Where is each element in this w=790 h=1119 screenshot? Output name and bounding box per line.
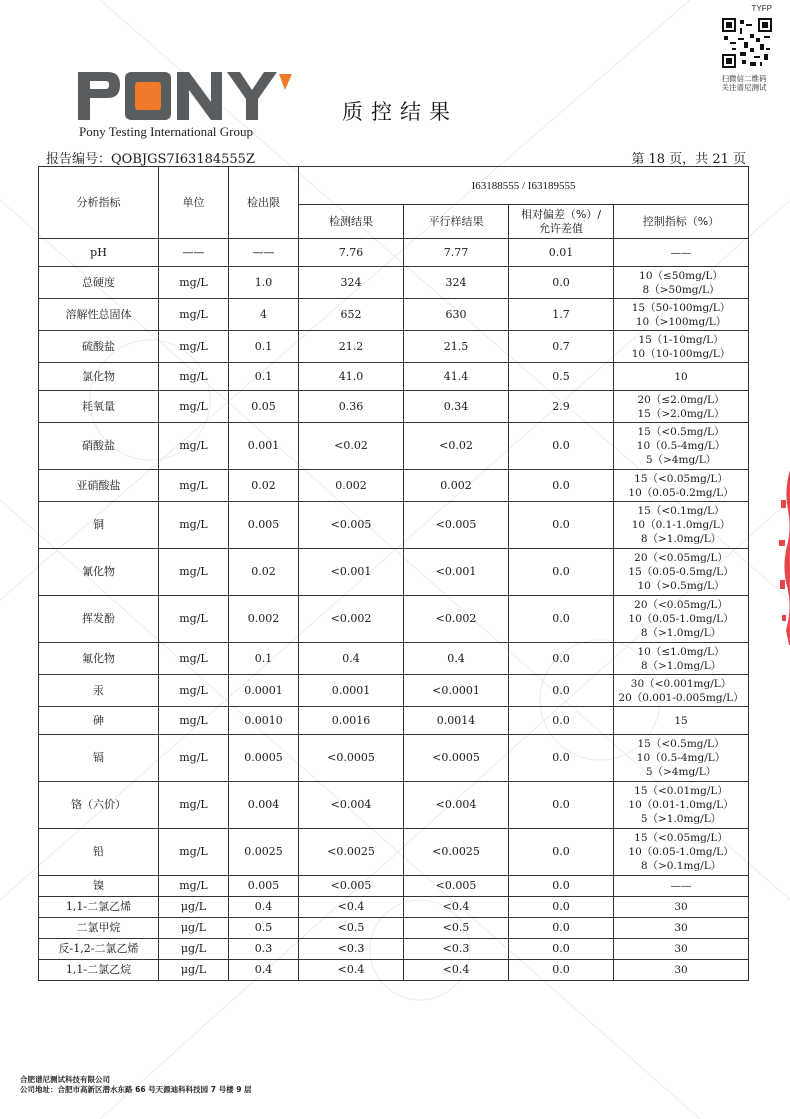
cell-control: 30 <box>614 960 749 981</box>
footer-company: 合肥谱尼测试科技有限公司 <box>20 1075 110 1084</box>
cell-deviation: 0.0 <box>509 782 614 829</box>
cell-result: <0.002 <box>299 596 404 643</box>
cell-result: <0.3 <box>299 939 404 960</box>
cell-deviation: 0.0 <box>509 423 614 470</box>
cell-result: 41.0 <box>299 363 404 391</box>
report-number: 报告编号：QOBJGS7I63184555Z <box>46 152 255 167</box>
header-result: 检测结果 <box>299 205 404 239</box>
cell-limit: 0.001 <box>229 423 299 470</box>
cell-unit: mg/L <box>159 502 229 549</box>
cell-deviation: 0.5 <box>509 363 614 391</box>
table-row <box>39 675 749 707</box>
table-header <box>39 167 749 239</box>
cell-unit: μg/L <box>159 897 229 918</box>
table-row <box>39 331 749 363</box>
cell-indicator: 1,1-二氯乙烯 <box>39 897 159 918</box>
cell-control: 15（<0.5mg/L） 10（0.5-4mg/L） 5（>4mg/L） <box>614 423 749 470</box>
cell-result: 0.0016 <box>299 707 404 735</box>
cell-indicator: 氟化物 <box>39 643 159 675</box>
cell-result: <0.005 <box>299 502 404 549</box>
table-row <box>39 239 749 267</box>
cell-control: 15（1-10mg/L） 10（10-100mg/L） <box>614 331 749 363</box>
table-row <box>39 267 749 299</box>
cell-parallel: 0.0014 <box>404 707 509 735</box>
table-row <box>39 960 749 981</box>
cell-control: 15（<0.1mg/L） 10（0.1-1.0mg/L） 8（>1.0mg/L） <box>614 502 749 549</box>
cell-limit: 0.05 <box>229 391 299 423</box>
table-row <box>39 939 749 960</box>
cell-unit: mg/L <box>159 643 229 675</box>
red-seal-stamp <box>776 470 790 645</box>
cell-limit: 0.5 <box>229 918 299 939</box>
cell-control: 30 <box>614 918 749 939</box>
cell-parallel: <0.0005 <box>404 735 509 782</box>
footer <box>20 1075 252 1095</box>
footer-address: 公司地址：合肥市高新区潜水东路 66 号天源迪科科技园 7 号楼 9 层 <box>20 1085 252 1094</box>
cell-unit: mg/L <box>159 299 229 331</box>
cell-parallel: <0.0001 <box>404 675 509 707</box>
cell-control: —— <box>614 876 749 897</box>
cell-limit: 0.005 <box>229 502 299 549</box>
cell-indicator: 挥发酚 <box>39 596 159 643</box>
cell-control: 10 <box>614 363 749 391</box>
cell-deviation: 0.0 <box>509 643 614 675</box>
cell-parallel: <0.5 <box>404 918 509 939</box>
cell-indicator: 镍 <box>39 876 159 897</box>
cell-indicator: 铬（六价） <box>39 782 159 829</box>
cell-limit: 0.1 <box>229 331 299 363</box>
cell-limit: 0.0010 <box>229 707 299 735</box>
cell-unit: mg/L <box>159 391 229 423</box>
qr-caption-line-2: 关注谱尼测试 <box>721 83 767 92</box>
cell-unit: mg/L <box>159 782 229 829</box>
table-row <box>39 470 749 502</box>
cell-deviation: 0.0 <box>509 707 614 735</box>
cell-indicator: 氰化物 <box>39 549 159 596</box>
company-name: Pony Testing International Group <box>79 124 253 139</box>
cell-unit: mg/L <box>159 470 229 502</box>
cell-unit: μg/L <box>159 939 229 960</box>
cell-indicator: 耗氧量 <box>39 391 159 423</box>
cell-deviation: 0.0 <box>509 267 614 299</box>
header-unit: 单位 <box>159 167 229 239</box>
qr-code-icon <box>722 18 772 68</box>
cell-control: 30 <box>614 897 749 918</box>
cell-indicator: 汞 <box>39 675 159 707</box>
cell-limit: 0.005 <box>229 876 299 897</box>
cell-result: 652 <box>299 299 404 331</box>
cell-deviation: 0.0 <box>509 596 614 643</box>
header-deviation: 相对偏差（%）/ 允许差值 <box>509 205 614 239</box>
cell-deviation: 0.01 <box>509 239 614 267</box>
header-sample-group: I63188555 / I63189555 <box>299 167 749 205</box>
table-row <box>39 829 749 876</box>
cell-unit: mg/L <box>159 707 229 735</box>
cell-parallel: <0.002 <box>404 596 509 643</box>
table-row <box>39 423 749 470</box>
cell-unit: μg/L <box>159 918 229 939</box>
table-row <box>39 643 749 675</box>
cell-unit: mg/L <box>159 549 229 596</box>
cell-result: <0.4 <box>299 960 404 981</box>
cell-control: 15 <box>614 707 749 735</box>
cell-unit: mg/L <box>159 596 229 643</box>
table-row <box>39 707 749 735</box>
table-row <box>39 299 749 331</box>
cell-limit: 0.004 <box>229 782 299 829</box>
cell-result: 21.2 <box>299 331 404 363</box>
table-row <box>39 596 749 643</box>
cell-control: 30 <box>614 939 749 960</box>
table-row <box>39 502 749 549</box>
cell-unit: —— <box>159 239 229 267</box>
cell-unit: mg/L <box>159 876 229 897</box>
cell-indicator: 溶解性总固体 <box>39 299 159 331</box>
cell-deviation: 0.0 <box>509 735 614 782</box>
table-row <box>39 876 749 897</box>
cell-unit: mg/L <box>159 267 229 299</box>
cell-limit: 0.002 <box>229 596 299 643</box>
cell-parallel: <0.3 <box>404 939 509 960</box>
cell-deviation: 0.0 <box>509 502 614 549</box>
cell-deviation: 0.7 <box>509 331 614 363</box>
cell-unit: mg/L <box>159 331 229 363</box>
quality-control-table <box>38 166 749 981</box>
cell-parallel: <0.001 <box>404 549 509 596</box>
cell-result: <0.5 <box>299 918 404 939</box>
cell-result: 0.4 <box>299 643 404 675</box>
cell-deviation: 0.0 <box>509 897 614 918</box>
qr-caption <box>714 74 774 92</box>
cell-parallel: 0.34 <box>404 391 509 423</box>
cell-indicator: 铜 <box>39 502 159 549</box>
cell-parallel: <0.4 <box>404 897 509 918</box>
cell-deviation: 0.0 <box>509 876 614 897</box>
cell-parallel: <0.0025 <box>404 829 509 876</box>
cell-indicator: 铅 <box>39 829 159 876</box>
cell-limit: 0.0025 <box>229 829 299 876</box>
qr-caption-line-1: 扫微信二维码 <box>721 74 767 83</box>
cell-control: —— <box>614 239 749 267</box>
cell-unit: mg/L <box>159 829 229 876</box>
cell-parallel: 630 <box>404 299 509 331</box>
cell-indicator: 总硬度 <box>39 267 159 299</box>
cell-deviation: 0.0 <box>509 470 614 502</box>
corner-code: TYFP <box>751 4 772 13</box>
cell-result: 0.36 <box>299 391 404 423</box>
cell-indicator: 氯化物 <box>39 363 159 391</box>
header-indicator: 分析指标 <box>39 167 159 239</box>
cell-control: 10（≤1.0mg/L） 8（>1.0mg/L） <box>614 643 749 675</box>
cell-limit: 0.3 <box>229 939 299 960</box>
cell-control: 15（<0.05mg/L） 10（0.05-1.0mg/L） 8（>0.1mg/L） <box>614 829 749 876</box>
cell-indicator: 亚硝酸盐 <box>39 470 159 502</box>
cell-parallel: 0.002 <box>404 470 509 502</box>
cell-indicator: 硝酸盐 <box>39 423 159 470</box>
cell-indicator: 反-1,2-二氯乙烯 <box>39 939 159 960</box>
cell-control: 15（<0.5mg/L） 10（0.5-4mg/L） 5（>4mg/L） <box>614 735 749 782</box>
cell-control: 15（<0.01mg/L） 10（0.01-1.0mg/L） 5（>1.0mg/L） <box>614 782 749 829</box>
page-indicator: 第 18 页，共 21 页 <box>631 152 746 167</box>
header-detection-limit: 检出限 <box>229 167 299 239</box>
cell-parallel: 0.4 <box>404 643 509 675</box>
cell-limit: 0.1 <box>229 363 299 391</box>
cell-result: <0.02 <box>299 423 404 470</box>
cell-indicator: 二氯甲烷 <box>39 918 159 939</box>
cell-control: 20（<0.05mg/L） 15（0.05-0.5mg/L） 10（>0.5mg/L） <box>614 549 749 596</box>
cell-limit: 0.4 <box>229 897 299 918</box>
cell-parallel: <0.004 <box>404 782 509 829</box>
cell-result: <0.001 <box>299 549 404 596</box>
cell-indicator: pH <box>39 239 159 267</box>
cell-result: 0.002 <box>299 470 404 502</box>
cell-limit: 0.02 <box>229 470 299 502</box>
cell-indicator: 硫酸盐 <box>39 331 159 363</box>
cell-result: 0.0001 <box>299 675 404 707</box>
cell-deviation: 2.9 <box>509 391 614 423</box>
cell-unit: mg/L <box>159 363 229 391</box>
cell-limit: 0.0001 <box>229 675 299 707</box>
cell-limit: —— <box>229 239 299 267</box>
cell-deviation: 1.7 <box>509 299 614 331</box>
cell-parallel: 324 <box>404 267 509 299</box>
cell-control: 15（50-100mg/L） 10（>100mg/L） <box>614 299 749 331</box>
cell-unit: mg/L <box>159 423 229 470</box>
cell-deviation: 0.0 <box>509 829 614 876</box>
table-body <box>39 239 749 981</box>
cell-limit: 4 <box>229 299 299 331</box>
cell-limit: 1.0 <box>229 267 299 299</box>
cell-parallel: <0.4 <box>404 960 509 981</box>
table-row <box>39 391 749 423</box>
cell-deviation: 0.0 <box>509 918 614 939</box>
cell-result: <0.4 <box>299 897 404 918</box>
cell-result: 7.76 <box>299 239 404 267</box>
cell-limit: 0.0005 <box>229 735 299 782</box>
cell-deviation: 0.0 <box>509 960 614 981</box>
cell-parallel: 21.5 <box>404 331 509 363</box>
cell-result: <0.0025 <box>299 829 404 876</box>
cell-control: 30（<0.001mg/L） 20（0.001-0.005mg/L） <box>614 675 749 707</box>
cell-parallel: <0.005 <box>404 876 509 897</box>
cell-result: 324 <box>299 267 404 299</box>
table-row <box>39 363 749 391</box>
page-title: 质控结果 <box>342 100 458 124</box>
cell-limit: 0.02 <box>229 549 299 596</box>
cell-unit: μg/L <box>159 960 229 981</box>
cell-control: 20（≤2.0mg/L） 15（>2.0mg/L） <box>614 391 749 423</box>
cell-indicator: 镉 <box>39 735 159 782</box>
cell-control: 15（<0.05mg/L） 10（0.05-0.2mg/L） <box>614 470 749 502</box>
table-row <box>39 735 749 782</box>
cell-deviation: 0.0 <box>509 549 614 596</box>
cell-unit: mg/L <box>159 735 229 782</box>
table-row <box>39 549 749 596</box>
table-row <box>39 897 749 918</box>
cell-result: <0.0005 <box>299 735 404 782</box>
cell-unit: mg/L <box>159 675 229 707</box>
pony-logo <box>78 72 293 120</box>
cell-indicator: 1,1-二氯乙烷 <box>39 960 159 981</box>
cell-parallel: 7.77 <box>404 239 509 267</box>
cell-parallel: 41.4 <box>404 363 509 391</box>
header-parallel: 平行样结果 <box>404 205 509 239</box>
cell-limit: 0.4 <box>229 960 299 981</box>
cell-control: 10（≤50mg/L） 8（>50mg/L） <box>614 267 749 299</box>
table-row <box>39 782 749 829</box>
cell-parallel: <0.02 <box>404 423 509 470</box>
cell-parallel: <0.005 <box>404 502 509 549</box>
cell-result: <0.004 <box>299 782 404 829</box>
cell-limit: 0.1 <box>229 643 299 675</box>
header-control: 控制指标（%） <box>614 205 749 239</box>
table-row <box>39 918 749 939</box>
cell-result: <0.005 <box>299 876 404 897</box>
cell-control: 20（<0.05mg/L） 10（0.05-1.0mg/L） 8（>1.0mg/L） <box>614 596 749 643</box>
cell-indicator: 砷 <box>39 707 159 735</box>
cell-deviation: 0.0 <box>509 939 614 960</box>
cell-deviation: 0.0 <box>509 675 614 707</box>
